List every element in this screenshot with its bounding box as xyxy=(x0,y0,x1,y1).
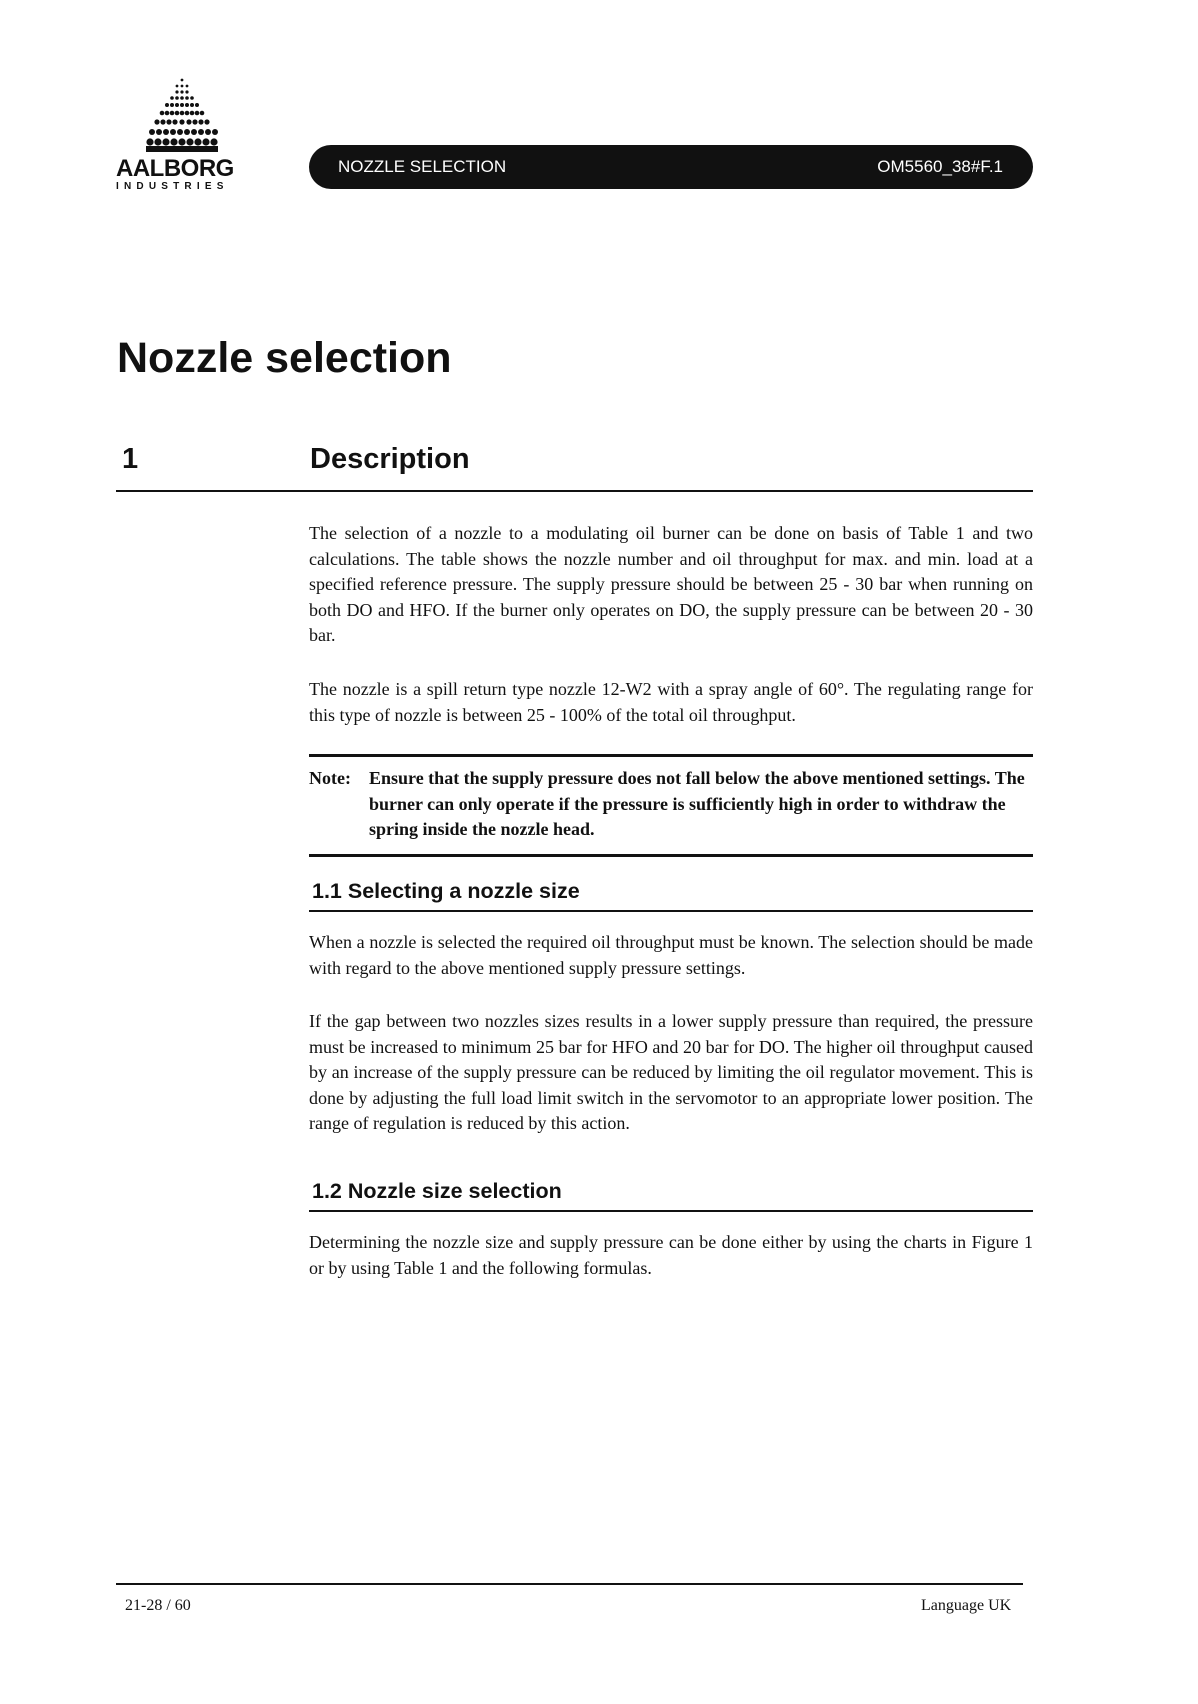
description-paragraph-2: The nozzle is a spill return type nozzle 12-W2 with a spray angle of 60°. The regulating range for this type of nozzle is between 25 - 100% of the total oil throughput. xyxy=(309,679,1033,725)
description-paragraph-1: The selection of a nozzle to a modulating oil burner can be done on basis of Table 1 and two calculations. The table shows the nozzle number and oil throughput for max. and min. load at a specified reference pressure. The supply pressure should be between 25 - 30 bar when running on both DO and HFO. If the burner only operates on DO, the supply pressure can be between 20 - 30 bar. xyxy=(309,523,1033,646)
page-number: 21-28 / 60 xyxy=(125,1597,191,1614)
subsection-1-2-title: 1.2 Nozzle size selection xyxy=(312,1179,562,1203)
note-bottom-divider xyxy=(309,854,1033,857)
language-label: Language UK xyxy=(921,1597,1012,1614)
company-logo xyxy=(116,75,256,193)
subsection-1-1-paragraph-2: If the gap between two nozzles sizes results in a lower supply pressure than required, the pressure must be increased to minimum 25 bar for HFO and 20 bar for DO. The higher oil throughput caused by an increase of the supply pressure can be reduced by limiting the oil regulator movement. This is done by adjusting the full load limit switch in the servomotor to an appropriate lower position. The range of regulation is reduced by this action. xyxy=(309,1011,1033,1134)
section-title: Description xyxy=(310,443,470,475)
note-top-divider xyxy=(309,754,1033,757)
header-bar xyxy=(309,145,1033,189)
subsection-1-1-divider xyxy=(309,910,1033,912)
logo-subtitle: INDUSTRIES xyxy=(116,181,229,192)
section-number: 1 xyxy=(122,443,139,475)
note-text: Ensure that the supply pressure does not fall below the above mentioned settings. The burner can only operate if the pressure is sufficiently high in order to withdraw the spring inside the nozzle head. xyxy=(369,768,1025,840)
header-title: NOZZLE SELECTION xyxy=(338,157,507,176)
subsection-1-2-paragraph-1: Determining the nozzle size and supply pressure can be done either by using the charts in Figure 1 or by using Table 1 and the following formulas. xyxy=(309,1232,1033,1278)
document-code: OM5560_38#F.1 xyxy=(877,157,1003,176)
section-divider xyxy=(116,490,1033,492)
aalborg-logo-icon xyxy=(142,75,222,155)
page-title: Nozzle selection xyxy=(117,334,452,382)
note-box xyxy=(309,766,1033,843)
note-label: Note: xyxy=(309,768,351,788)
subsection-1-2-divider xyxy=(309,1210,1033,1212)
subsection-1-1-title: 1.1 Selecting a nozzle size xyxy=(312,879,580,903)
footer-divider xyxy=(116,1583,1023,1585)
logo-name: AALBORG xyxy=(116,155,234,182)
subsection-1-1-paragraph-1: When a nozzle is selected the required oil throughput must be known. The selection should be made with regard to the above mentioned supply pressure settings. xyxy=(309,932,1033,978)
